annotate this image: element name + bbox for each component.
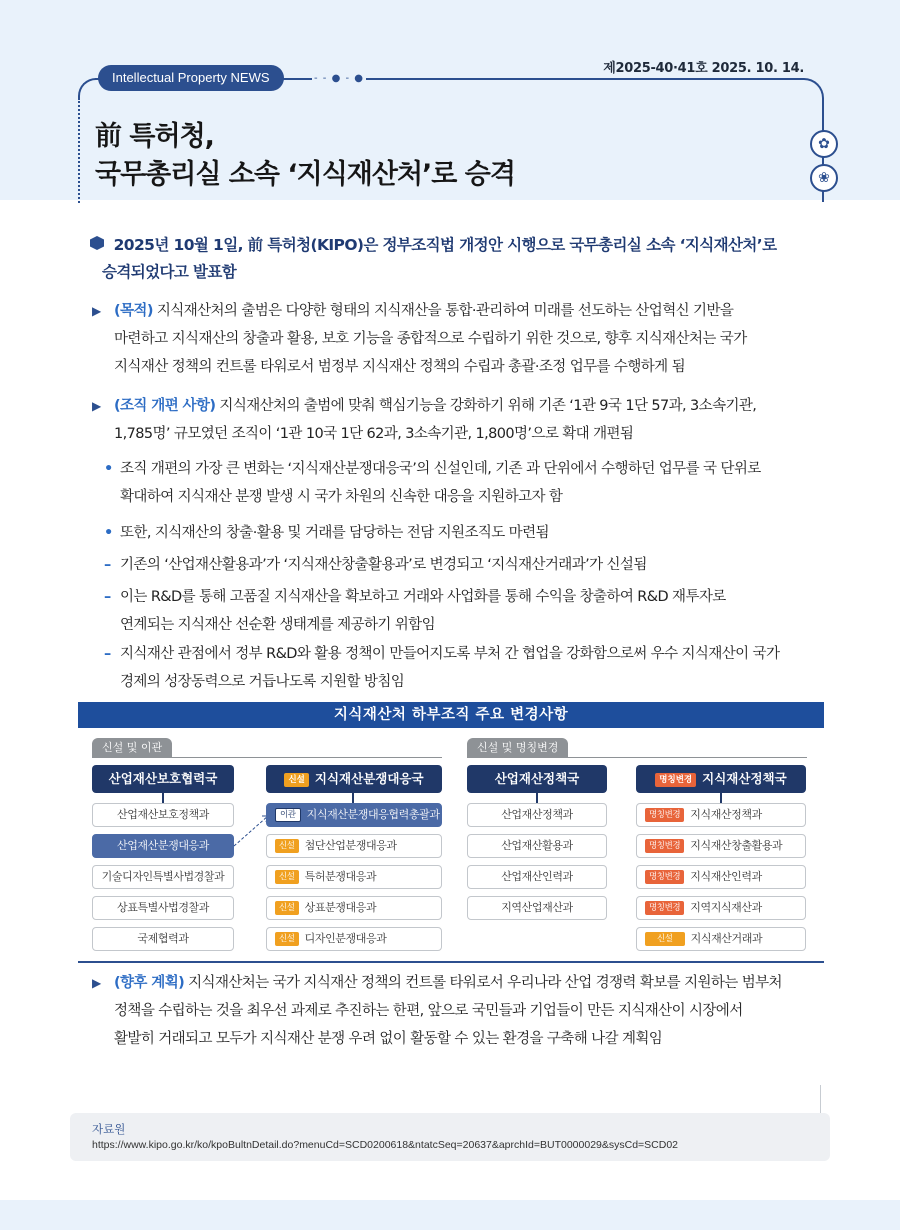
paragraph-text: 활발히 거래되고 모두가 지식재산 분쟁 우려 없이 활동할 수 있는 환경을 구축해 나갈 계획임	[114, 1031, 663, 1047]
division-label: 디자인분쟁대응과	[304, 932, 387, 945]
page-title	[95, 118, 515, 194]
division-label: 첨단산업분쟁대응과	[304, 839, 397, 852]
tab-new-and-rename: 신설 및 명칭변경	[467, 738, 568, 758]
reorg-paragraph	[92, 392, 826, 448]
new-tag: 신설	[284, 773, 308, 787]
rename-tag: 명칭변경	[645, 808, 684, 822]
source-label: 자료원	[92, 1122, 126, 1136]
triangle-bullet-icon: ▶	[92, 976, 101, 990]
bullet-mark: •	[104, 525, 113, 541]
new-tag: 신설	[275, 932, 299, 946]
division-box	[636, 865, 806, 889]
list-item-text: 이는 R&D를 통해 고품질 지식재산을 확보하고 거래와 사업화를 통해 수익을 창출하여 R&D 재투자로	[120, 589, 726, 605]
division-box	[266, 865, 442, 889]
dash-mark: –	[104, 646, 111, 662]
paragraph-text: 지식재산 정책의 컨트롤 타워로서 범정부 지식재산 정책의 수립과 총괄·조정 업무를 수행하게 됨	[114, 359, 685, 375]
newsletter-name: Intellectual Property NEWS	[98, 65, 284, 91]
purpose-keyword: (목적)	[114, 303, 153, 319]
division-box: 상표특별사법경찰과	[92, 896, 234, 920]
division-box	[266, 927, 442, 951]
list-item-text: 확대하여 지식재산 분쟁 발생 시 국가 차원의 신속한 대응을 지원하고자 함	[120, 489, 563, 505]
bureau-header-label: 지식재산정책국	[702, 771, 787, 786]
header-dots: - - ● - ●	[314, 73, 364, 84]
rename-tag: 명칭변경	[655, 773, 696, 787]
division-label: 특허분쟁대응과	[304, 870, 377, 883]
division-label: 지식재산분쟁대응협력총괄과	[306, 808, 440, 821]
division-box: 산업재산분쟁대응과	[92, 834, 234, 858]
lead-summary	[90, 232, 830, 286]
division-box	[266, 834, 442, 858]
connector	[352, 793, 354, 803]
division-box: 기술디자인특별사법경찰과	[92, 865, 234, 889]
rename-tag: 명칭변경	[645, 839, 684, 853]
list-item-text: 지식재산 관점에서 정부 R&D와 활용 정책이 만들어지도록 부처 간 협업을 강화함으로써 우수 지식재산이 국가	[120, 646, 780, 662]
dash-mark: –	[104, 589, 111, 605]
new-tag: 신설	[275, 870, 299, 884]
division-box	[266, 896, 442, 920]
division-box: 국제협력과	[92, 927, 234, 951]
list-item-text: 조직 개편의 가장 큰 변화는 ‘지식재산분쟁대응국’의 신설인데, 기존 과 단위에서 수행하던 업무를 국 단위로	[120, 461, 761, 477]
diagram-title: 지식재산처 하부조직 주요 변경사항	[78, 702, 824, 728]
tab-new-and-transfer: 신설 및 이관	[92, 738, 172, 758]
rename-tag: 명칭변경	[645, 870, 684, 884]
list-item	[104, 551, 826, 579]
paragraph-text: 지식재산처의 출범에 맞춰 핵심기능을 강화하기 위해 기존 ‘1관 9국 1단 57과, 3소속기관,	[215, 398, 757, 414]
title-line: 前 특허청,	[95, 121, 214, 152]
division-box	[636, 803, 806, 827]
division-label: 지식재산창출활용과	[690, 839, 783, 852]
reorg-keyword: (조직 개편 사항)	[114, 398, 216, 414]
list-item-text: 또한, 지식재산의 창출·활용 및 거래를 담당하는 전담 지원조직도 마련됨	[120, 525, 549, 541]
plan-paragraph	[92, 969, 826, 1053]
list-item	[104, 455, 826, 511]
bureau-header: 산업재산정책국	[467, 765, 607, 793]
new-tag: 신설	[275, 839, 299, 853]
cube-icon	[90, 236, 104, 250]
division-box: 산업재산인력과	[467, 865, 607, 889]
division-box	[636, 834, 806, 858]
connector	[162, 793, 164, 803]
bullet-mark: •	[104, 461, 113, 477]
transfer-tag: 이관	[275, 808, 301, 822]
paragraph-text: 지식재산처는 국가 지식재산 정책의 컨트롤 타워로서 우리나라 산업 경쟁력 확보를 지원하는 범부처	[184, 975, 782, 991]
tab-underline	[92, 757, 442, 758]
lead-line	[104, 232, 830, 259]
triangle-bullet-icon: ▶	[92, 304, 101, 318]
list-item	[104, 519, 826, 547]
source-box	[70, 1113, 830, 1161]
new-tag: 신설	[645, 932, 685, 946]
margin-mark	[820, 1085, 821, 1115]
bureau-header: 산업재산보호협력국	[92, 765, 234, 793]
paragraph-text: 지식재산처의 출범은 다양한 형태의 지식재산을 통합·관리하여 미래를 선도하는 산업혁신 기반을	[152, 303, 734, 319]
blossom-icon: ❀	[810, 164, 838, 192]
list-item-text: 경제의 성장동력으로 거듭나도록 지원할 방침임	[120, 674, 405, 690]
division-label: 지식재산정책과	[690, 808, 762, 821]
division-box: 산업재산활용과	[467, 834, 607, 858]
division-label: 지식재산거래과	[690, 932, 763, 945]
header-rule	[370, 78, 800, 80]
division-box: 산업재산정책과	[467, 803, 607, 827]
flower-icon: ✿	[810, 130, 838, 158]
triangle-bullet-icon: ▶	[92, 399, 101, 413]
division-label: 상표분쟁대응과	[304, 901, 377, 914]
source-link[interactable]: https://www.kipo.go.kr/ko/kpoBultnDetail.do?menuCd=SCD0200618&ntatcSeq=20637&aprchId=BUT0000029&sysCd=SCD02	[92, 1139, 679, 1151]
paragraph-text: 1,785명’ 규모였던 조직이 ‘1관 10국 1단 62과, 3소속기관, 1,800명’으로 확대 개편됨	[114, 426, 634, 442]
division-box	[266, 803, 442, 827]
list-item	[104, 583, 826, 639]
bureau-header-label: 지식재산분쟁대응국	[314, 771, 424, 786]
new-tag: 신설	[275, 901, 299, 915]
lead-text: 2025년 10월 1일, 前 특허청(KIPO)은 정부조직법 개정안 시행으로 국무총리실 소속 ‘지식재산처’로	[113, 236, 777, 254]
lead-line: 승격되었다고 발표함	[102, 263, 237, 281]
bureau-header	[636, 765, 806, 793]
division-label: 지식재산인력과	[690, 870, 762, 883]
rename-tag: 명칭변경	[645, 901, 684, 915]
connector	[536, 793, 538, 803]
list-item-text: 연계되는 지식재산 선순환 생태계를 제공하기 위함임	[120, 617, 435, 633]
connector	[720, 793, 722, 803]
paragraph-text: 정책을 수립하는 것을 최우선 과제로 추진하는 한편, 앞으로 국민들과 기업들이 만든 지식재산이 시장에서	[114, 1003, 743, 1019]
section-divider	[78, 961, 824, 963]
list-item	[104, 640, 826, 696]
dash-mark: –	[104, 557, 111, 573]
division-box	[636, 927, 806, 951]
plan-keyword: (향후 계획)	[114, 975, 185, 991]
header-side-rule	[78, 98, 80, 203]
division-box: 산업재산보호정책과	[92, 803, 234, 827]
issue-number-date: 제2025-40·41호 2025. 10. 14.	[603, 61, 804, 76]
list-item-text: 기존의 ‘산업재산활용과’가 ‘지식재산창출활용과’로 변경되고 ‘지식재산거래과’가 신설됨	[120, 557, 647, 573]
paragraph-text: 마련하고 지식재산의 창출과 활용, 보호 기능을 종합적으로 수립하기 위한 것으로, 향후 지식재산처는 국가	[114, 331, 747, 347]
footer-band	[0, 1200, 900, 1230]
tab-underline	[467, 757, 807, 758]
division-label: 지역지식재산과	[690, 901, 762, 914]
division-box	[636, 896, 806, 920]
division-box: 지역산업재산과	[467, 896, 607, 920]
bureau-header	[266, 765, 442, 793]
title-line: 국무총리실 소속 ‘지식재산처’로 승격	[95, 159, 515, 190]
purpose-paragraph	[92, 297, 826, 381]
